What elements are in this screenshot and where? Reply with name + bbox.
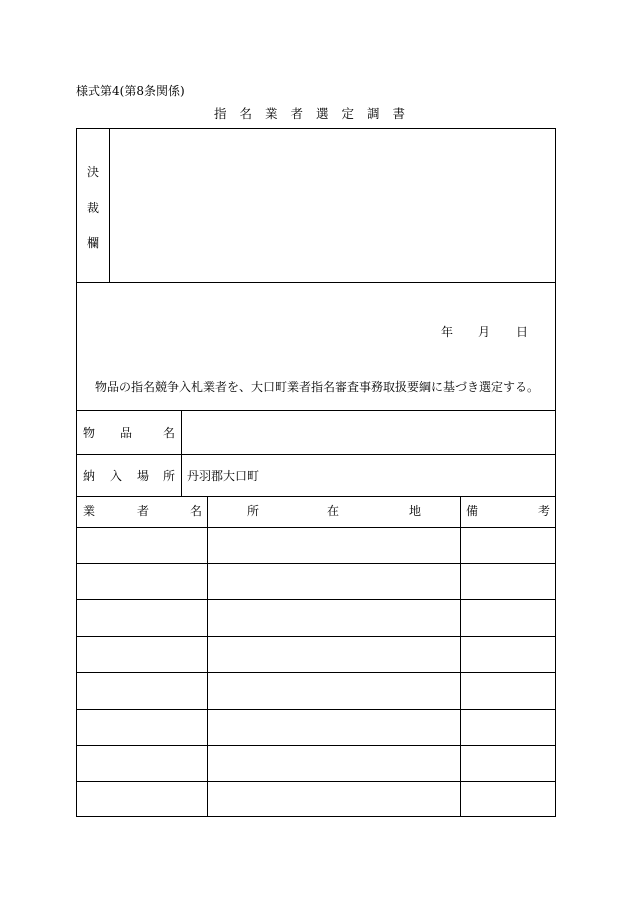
header-vendor-name-char: 名 <box>190 504 203 518</box>
delivery-place-label-char: 場 <box>137 469 150 483</box>
header-remarks-char: 備 <box>466 504 479 518</box>
approval-label-char: 欄 <box>86 236 99 250</box>
divider-item-name <box>77 454 555 455</box>
item-name-label-char: 名 <box>163 426 176 440</box>
delivery-place-label-char: 入 <box>110 469 123 483</box>
vendor-address-divider <box>207 496 208 816</box>
date-day-label: 日 <box>516 325 529 339</box>
document-title: 指名業者選定調書 <box>213 106 418 121</box>
selection-statement: 物品の指名競争入札業者を、大口町業者指名審査事務取扱要綱に基づき選定する。 <box>95 380 540 394</box>
divider-row <box>77 781 555 782</box>
approval-label-char: 決 <box>86 165 99 179</box>
divider-row <box>77 636 555 637</box>
address-remarks-divider <box>460 496 461 816</box>
form-reference: 様式第4(第8条関係) <box>76 84 185 98</box>
label-column-divider <box>181 410 182 497</box>
header-remarks-char: 考 <box>538 504 551 518</box>
date-month-label: 月 <box>478 325 491 339</box>
divider-statement <box>77 410 555 411</box>
date-year-label: 年 <box>441 325 454 339</box>
delivery-place-label-char: 所 <box>163 469 176 483</box>
header-address-char: 所 <box>247 504 260 518</box>
divider-row <box>77 599 555 600</box>
form-frame <box>76 128 556 817</box>
item-name-label-char: 物 <box>83 426 96 440</box>
divider-row <box>77 672 555 673</box>
approval-label-char: 裁 <box>86 201 99 215</box>
item-name-label-char: 品 <box>120 426 133 440</box>
divider-row <box>77 709 555 710</box>
approval-area[interactable] <box>110 129 555 282</box>
divider-row <box>77 745 555 746</box>
delivery-place-label-char: 納 <box>83 469 96 483</box>
header-vendor-name-char: 者 <box>137 504 150 518</box>
divider-table-header <box>77 527 555 528</box>
divider-approval <box>77 282 555 283</box>
header-vendor-name-char: 業 <box>83 504 96 518</box>
delivery-place-value[interactable]: 丹羽郡大口町 <box>187 469 260 483</box>
header-address-char: 地 <box>409 504 422 518</box>
header-address-char: 在 <box>327 504 340 518</box>
divider-delivery <box>77 496 555 497</box>
divider-row <box>77 563 555 564</box>
